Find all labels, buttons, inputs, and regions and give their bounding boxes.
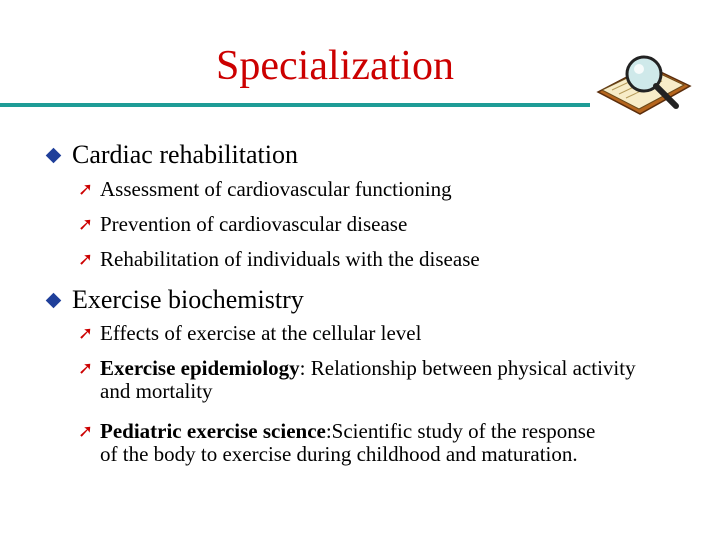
diamond-bullet-icon — [46, 148, 62, 164]
list-item — [78, 420, 618, 466]
list-item: ➚ Rehabilitation of individuals with the disease — [78, 247, 480, 271]
definition-text: : Relationship between physical activity and mortality — [100, 356, 636, 403]
arrow-bullet-icon: ➚ — [78, 358, 94, 378]
diamond-bullet-icon — [46, 293, 62, 309]
list-item — [78, 357, 638, 403]
list-item: ➚ Effects of exercise at the cellular level — [78, 321, 422, 345]
definition-text: :Scientific study of the response of the body to exercise during childhood and maturation. — [100, 419, 596, 466]
arrow-bullet-icon: ➚ — [78, 421, 94, 441]
term-label: Exercise epidemiology — [100, 356, 300, 380]
magnifying-glass-book-icon — [592, 52, 696, 116]
slide-title: Specialization — [216, 43, 454, 89]
arrow-bullet-icon: ➚ — [78, 249, 94, 269]
arrow-bullet-icon: ➚ — [78, 214, 94, 234]
arrow-bullet-icon: ➚ — [78, 323, 94, 343]
title-underline — [0, 103, 590, 107]
list-item: ➚ Assessment of cardiovascular functioning — [78, 177, 452, 201]
arrow-bullet-icon: ➚ — [78, 179, 94, 199]
term-label: Pediatric exercise science — [100, 419, 326, 443]
list-item: ➚ Prevention of cardiovascular disease — [78, 212, 408, 236]
